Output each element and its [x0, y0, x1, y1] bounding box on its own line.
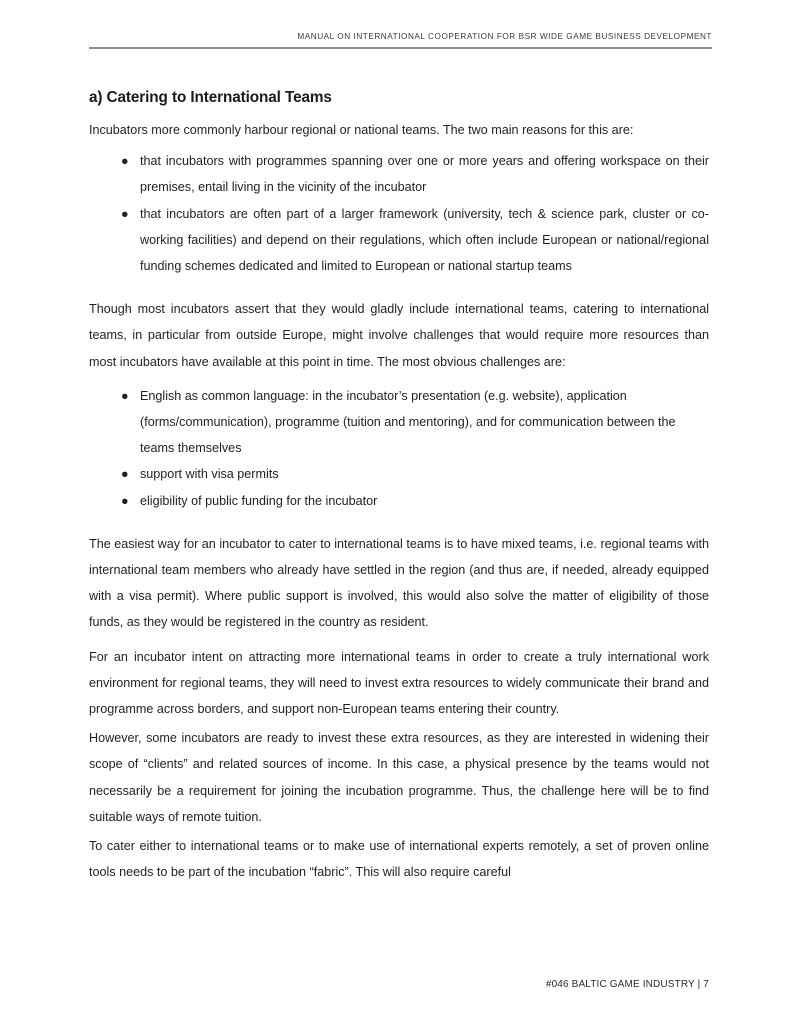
attracting-paragraph: For an incubator intent on attracting more international teams in order to create a truly international work environment for regional teams, they will need to invest extra resources to widely communicate their brand and programme across borders, and support non-European teams entering their country. — [89, 649, 709, 717]
section-heading: a) Catering to International Teams — [89, 89, 332, 106]
challenges-list — [89, 383, 709, 514]
list-item — [89, 148, 709, 200]
bullet-icon: ● — [121, 493, 129, 508]
mixed-teams-paragraph: The easiest way for an incubator to cater to international teams is to have mixed teams, i.e. regional teams with international team members who already have settled in the region (and thus are, if needed, already equipped with a visa permit). Where public support is involved, this would also solve the matter of eligibility of those funds, as they would be registered in the country as resident. — [89, 536, 709, 630]
list-item — [89, 383, 709, 462]
page-body — [89, 88, 709, 888]
reasons-list — [89, 148, 709, 279]
list-item — [89, 461, 709, 487]
challenges-paragraph: Though most incubators assert that they would gladly include international teams, catering to international teams, in particular from outside Europe, might involve challenges that would require more resources than most incubators have available at this point in time. The most obvious challenges are: — [89, 302, 709, 369]
running-header-title: MANUAL ON INTERNATIONAL COOPERATION FOR BSR WIDE GAME BUSINESS DEVELOPMENT — [297, 32, 712, 41]
list-item-text: support with visa permits — [140, 467, 279, 482]
list-item-text: that incubators are often part of a larger framework (university, tech & science park, cluster or co-working facilities) and depend on their regulations, which often include European or national/regional funding schemes dedicated and limited to European or national startup teams — [140, 206, 709, 274]
bullet-icon: ● — [121, 388, 129, 403]
bullet-icon: ● — [121, 154, 129, 169]
page-header — [89, 30, 712, 49]
bullet-icon: ● — [121, 467, 129, 482]
footer-label: #046 BALTIC GAME INDUSTRY | 7 — [545, 979, 709, 990]
list-item-text: English as common language: in the incubator’s presentation (e.g. website), application (forms/communication), programme (tuition and mentoring), and for communication between the teams themselves — [140, 388, 676, 456]
list-item — [89, 201, 709, 280]
intro-paragraph: Incubators more commonly harbour regional or national teams. The two main reasons for this are: — [89, 123, 634, 137]
bullet-icon: ● — [121, 206, 129, 221]
list-item-text: that incubators with programmes spanning over one or more years and offering workspace on their premises, entail living in the vicinity of the incubator — [140, 154, 709, 195]
however-paragraph: However, some incubators are ready to invest these extra resources, as they are interested in widening their scope of “clients” and related sources of income. In this case, a physical presence by the teams would not necessarily be a requirement for joining the incubation programme. Thus, the challenge here will be to find suitable ways of remote tuition. — [89, 731, 709, 824]
header-divider — [89, 47, 712, 49]
list-item-text: eligibility of public funding for the incubator — [140, 493, 378, 508]
tools-paragraph: To cater either to international teams or to make use of international experts remotely, a set of proven online tools needs to be part of the incubation “fabric”. This will also require careful — [89, 839, 709, 880]
page-footer — [89, 978, 709, 992]
list-item — [89, 488, 709, 514]
